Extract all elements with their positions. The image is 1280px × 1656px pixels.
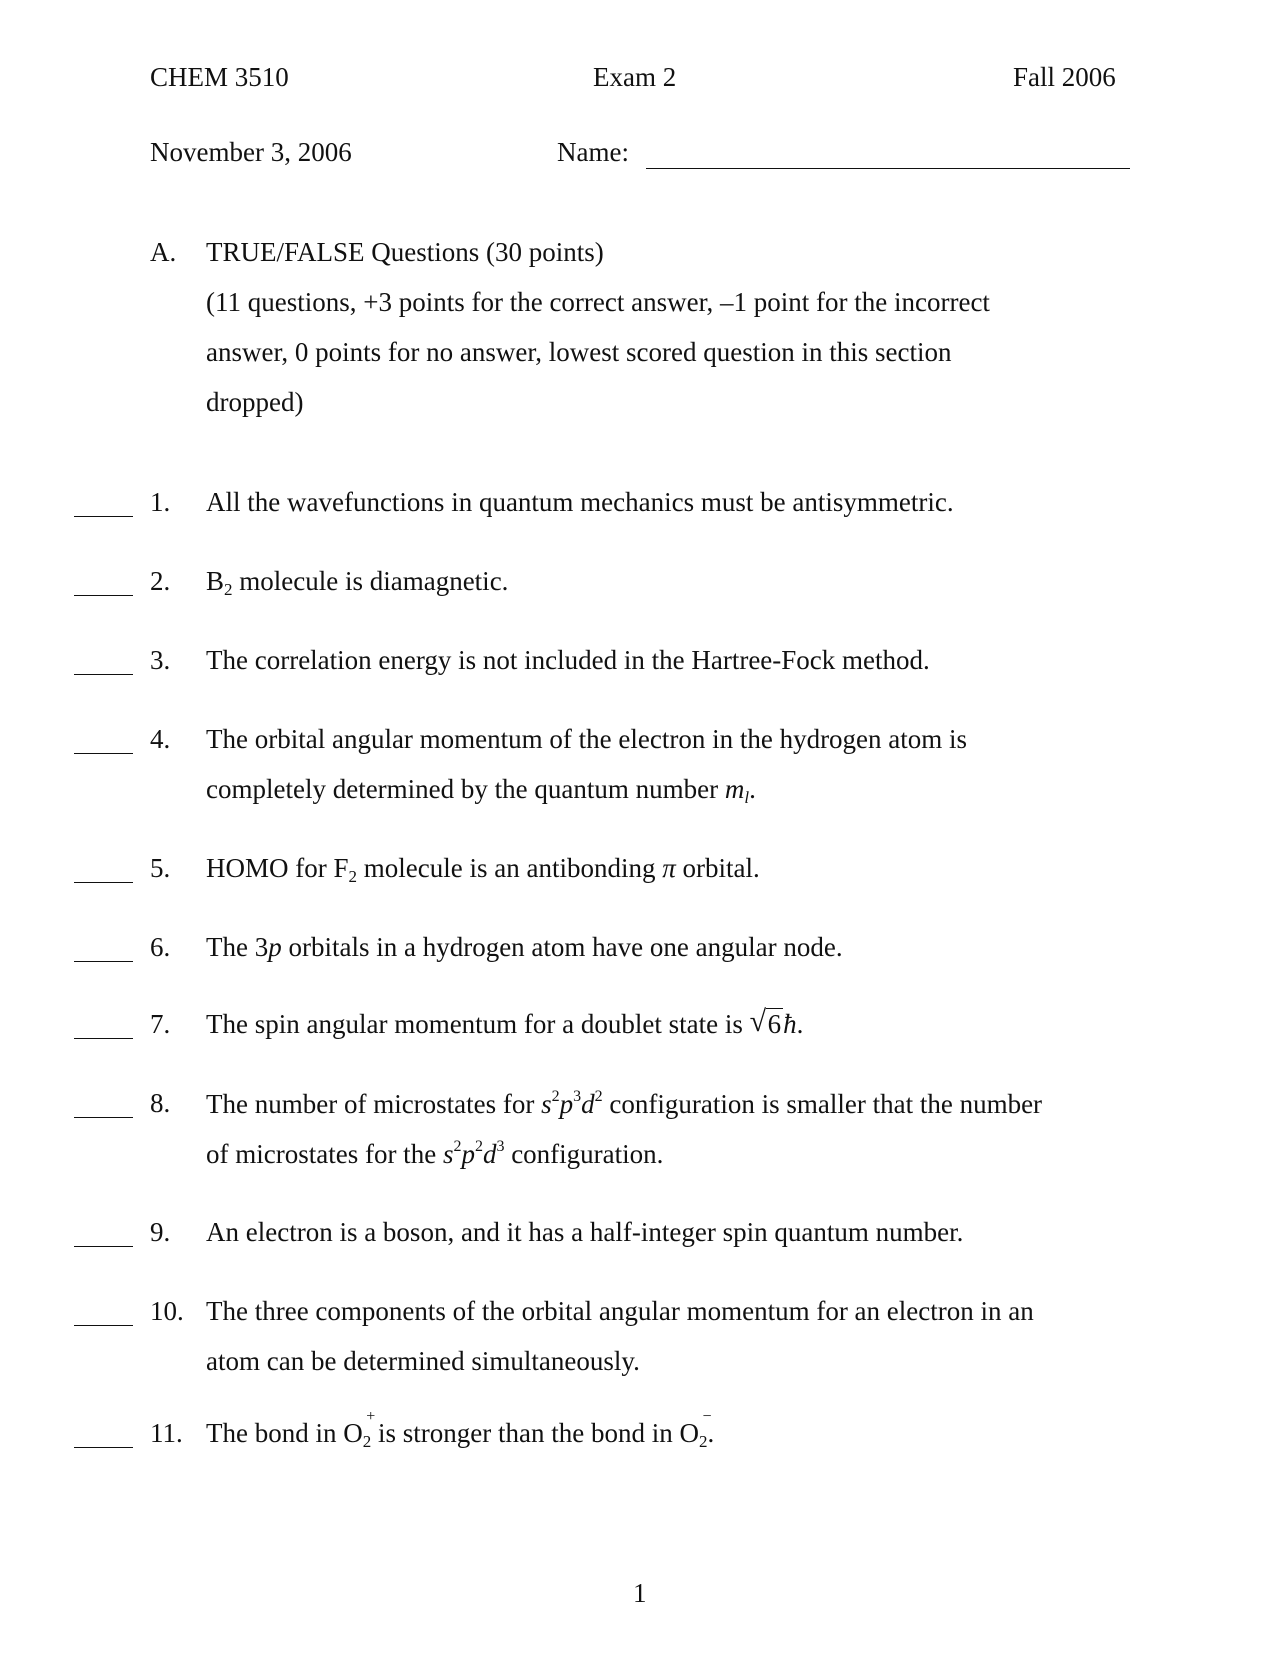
- question-text-10: The three components of the orbital angular momentum for an electron in an: [206, 1296, 1034, 1326]
- answer-blank-6[interactable]: [74, 961, 133, 962]
- question-number-4: 4.: [150, 724, 171, 754]
- question-text-1: All the wavefunctions in quantum mechanics must be antisymmetric.: [206, 487, 954, 517]
- question-number-5: 5.: [150, 853, 171, 883]
- question-number-3: 3.: [150, 645, 171, 675]
- answer-blank-7[interactable]: [74, 1038, 133, 1039]
- question-number-10: 10.: [150, 1296, 184, 1326]
- config-s-exponent: 2: [453, 1138, 462, 1155]
- name-blank-line[interactable]: [646, 168, 1130, 169]
- question-text-8-rest: configuration is smaller that the number: [602, 1089, 1043, 1119]
- question-text-5-mid: molecule is an antibonding: [357, 853, 663, 883]
- exam-date: November 3, 2006: [150, 137, 352, 167]
- answer-blank-1[interactable]: [74, 516, 133, 517]
- section-instructions-line1: (11 questions, +3 points for the correct answer, –1 point for the incorrect: [206, 287, 990, 317]
- question-text-9: An electron is a boson, and it has a half-integer spin quantum number.: [206, 1217, 964, 1247]
- ion-base: O: [343, 1418, 363, 1448]
- answer-blank-10[interactable]: [74, 1325, 133, 1326]
- ion-charge: +: [366, 1408, 376, 1425]
- quantum-number-subscript: l: [744, 788, 750, 807]
- config-d-exponent: 2: [594, 1088, 603, 1105]
- question-text-6-rest: orbitals in a hydrogen atom have one angular node.: [281, 932, 843, 962]
- question-number-9: 9.: [150, 1217, 171, 1247]
- orbital-letter: p: [268, 932, 282, 962]
- question-number-11: 11.: [150, 1418, 183, 1448]
- section-instructions-line3: dropped): [206, 387, 304, 417]
- answer-blank-2[interactable]: [74, 595, 133, 596]
- question-text-10-line2: atom can be determined simultaneously.: [206, 1346, 640, 1376]
- pi-symbol: π: [662, 853, 676, 883]
- question-number-7: 7.: [150, 1009, 171, 1039]
- question-text-11-end: .: [707, 1418, 715, 1448]
- ion-count: 2: [362, 1432, 372, 1451]
- quantum-number-m: m: [724, 774, 745, 804]
- question-text-4-end: .: [749, 774, 756, 804]
- question-text-6: [206, 932, 843, 963]
- radical-sign-icon: √: [749, 1005, 767, 1038]
- question-text-2-rest: molecule is diamagnetic.: [232, 566, 509, 596]
- question-text-3: The correlation energy is not included in the Hartree-Fock method.: [206, 645, 930, 675]
- question-text-5-pre: HOMO for F: [206, 853, 349, 883]
- question-text-7: [206, 1005, 804, 1040]
- question-text-2: [206, 566, 508, 600]
- answer-blank-3[interactable]: [74, 674, 133, 675]
- answer-blank-5[interactable]: [74, 882, 133, 883]
- question-number-1: 1.: [150, 487, 171, 517]
- square-root: [749, 1005, 784, 1040]
- section-title: TRUE/FALSE Questions (30 points): [206, 237, 604, 267]
- exam-title: Exam 2: [593, 62, 677, 92]
- config-d: d: [482, 1139, 497, 1169]
- question-text-5: [206, 853, 760, 887]
- config-p-exponent: 3: [573, 1088, 582, 1105]
- question-text-11-mid: is stronger than the bond in: [371, 1418, 680, 1448]
- config-p: p: [559, 1089, 574, 1119]
- question-text-7-pre: The spin angular momentum for a doublet state is: [206, 1009, 750, 1039]
- question-text-8-line2-pre: of microstates for the: [206, 1139, 443, 1169]
- answer-blank-4[interactable]: [74, 753, 133, 754]
- molecule-subscript: 2: [224, 580, 233, 599]
- question-text-4: The orbital angular momentum of the electron in the hydrogen atom is: [206, 724, 968, 754]
- question-text-8-line2: [206, 1138, 663, 1170]
- question-text-4-line2: [206, 774, 756, 808]
- question-text-6-pre: The 3: [206, 932, 269, 962]
- ion-charge: −: [702, 1408, 712, 1425]
- molecule-subscript: 2: [348, 867, 358, 886]
- term: Fall 2006: [1013, 62, 1116, 92]
- section-instructions-line2: answer, 0 points for no answer, lowest scored question in this section: [206, 337, 952, 367]
- question-text-11: [206, 1408, 715, 1452]
- question-text-8-pre: The number of microstates for: [206, 1089, 542, 1119]
- name-label: Name:: [557, 137, 629, 167]
- question-text-8: [206, 1088, 1042, 1120]
- config-d-exponent: 3: [496, 1138, 505, 1155]
- config-p: p: [461, 1139, 475, 1169]
- section-letter: A.: [150, 237, 177, 267]
- config-s: s: [541, 1089, 552, 1119]
- h-bar-symbol: ħ: [783, 1009, 797, 1039]
- question-text-8-line2-end: configuration.: [504, 1139, 664, 1169]
- config-s-exponent: 2: [551, 1088, 560, 1105]
- question-text-4-line2-text: completely determined by the quantum number: [206, 774, 725, 804]
- config-d: d: [581, 1089, 595, 1119]
- ion-base: O: [679, 1418, 699, 1448]
- course-code: CHEM 3510: [150, 62, 289, 92]
- question-number-6: 6.: [150, 932, 171, 962]
- radicand: 6: [767, 1009, 782, 1039]
- page-number: 1: [633, 1578, 647, 1608]
- question-number-8: 8.: [150, 1088, 171, 1118]
- config-p-exponent: 2: [474, 1138, 483, 1155]
- answer-blank-9[interactable]: [74, 1246, 133, 1247]
- ion-o2-minus: [679, 1408, 712, 1452]
- ion-count: 2: [698, 1432, 708, 1451]
- ion-o2-plus: [343, 1408, 376, 1452]
- question-text-11-pre: The bond in: [206, 1418, 344, 1448]
- molecule-symbol: B: [206, 566, 225, 596]
- question-text-7-end: .: [796, 1009, 804, 1039]
- answer-blank-8[interactable]: [74, 1117, 133, 1118]
- question-number-2: 2.: [150, 566, 171, 596]
- answer-blank-11[interactable]: [74, 1447, 133, 1448]
- config-s: s: [442, 1139, 454, 1169]
- question-text-5-end: orbital.: [675, 853, 760, 883]
